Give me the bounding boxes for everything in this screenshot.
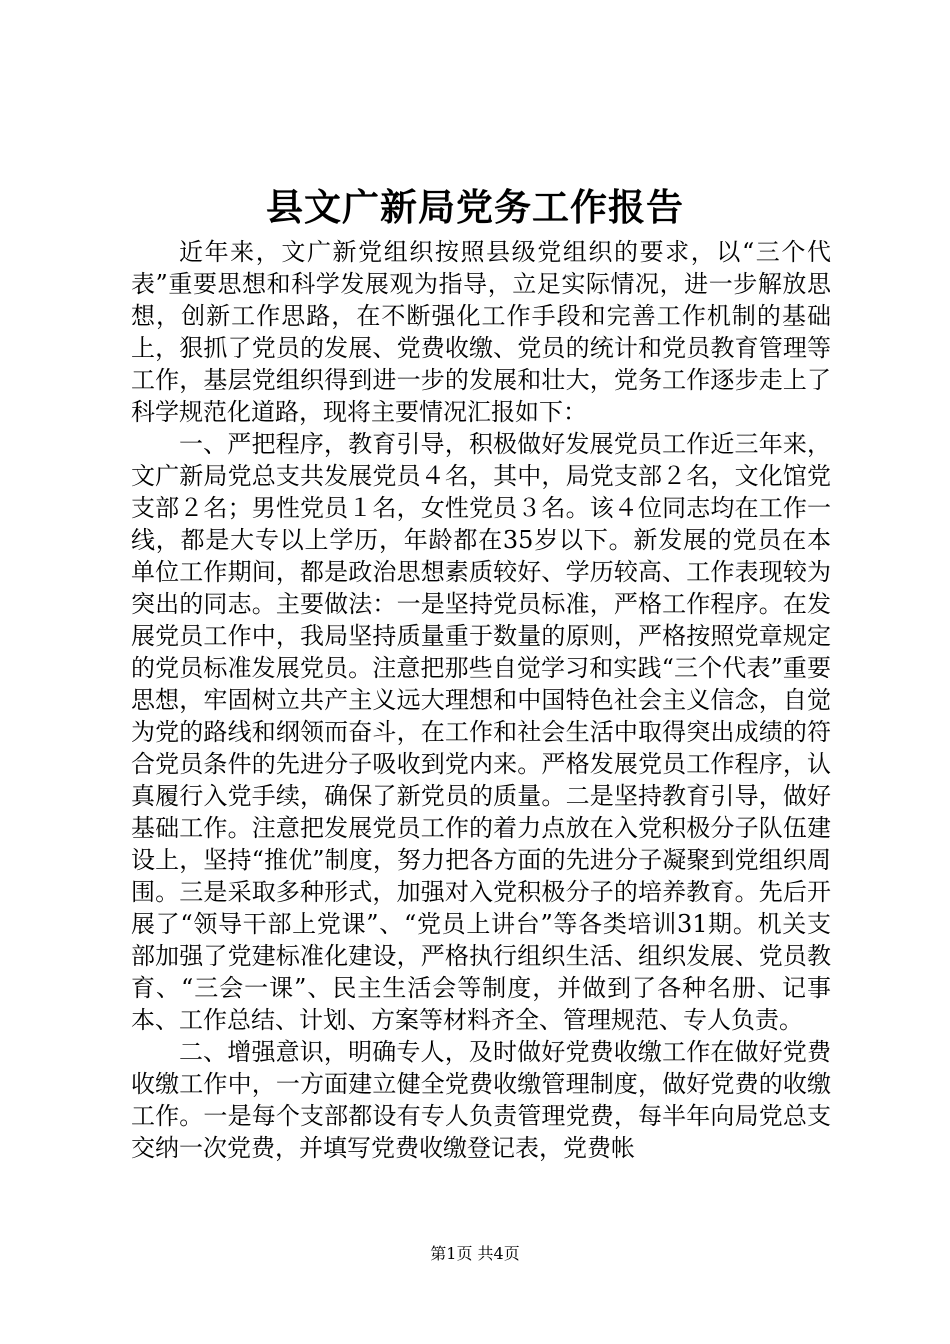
document-body xyxy=(131,236,831,1164)
document-title: 县文广新局党务工作报告 xyxy=(266,185,684,229)
paragraph-section-1: 一、严把程序，教育引导，积极做好发展党员工作近三年来，文广新局党总支共发展党员４名，其中，局党支部２名，文化馆党支部２名；男性党员１名，女性党员３名。该４位同志均在工作一线，都是大专以上学历，年龄都在35岁以下。新发展的党员在本单位工作期间，都是政治思想素质较好、学历较高、工作表现较为突出的同志。主要做法：一是坚持党员标准，严格工作程序。在发展党员工作中，我局坚持质量重于数量的原则，严格按照党章规定的党员标准发展党员。注意把那些自觉学习和实践“三个代表”重要思想，牢固树立共产主义远大理想和中国特色社会主义信念，自觉为党的路线和纲领而奋斗，在工作和社会生活中取得突出成绩的符合党员条件的先进分子吸收到党内来。严格发展党员工作程序，认真履行入党手续，确保了新党员的质量。二是坚持教育引导，做好基础工作。注意把发展党员工作的着力点放在入党积极分子队伍建设上，坚持“推优”制度，努力把各方面的先进分子凝聚到党组织周围。三是采取多种形式，加强对入党积极分子的培养教育。先后开展了“领导干部上党课”、“党员上讲台”等各类培训31期。机关支部加强了党建标准化建设，严格执行组织生活、组织发展、党员教育、“三会一课”、民主生活会等制度，并做到了各种名册、记事本、工作总结、计划、方案等材料齐全、管理规范、专人负责。 xyxy=(131,430,831,1034)
page-footer xyxy=(0,1244,950,1264)
page-number: 第1页 共4页 xyxy=(430,1244,520,1263)
paragraph-section-2: 二、增强意识，明确专人，及时做好党费收缴工作在做好党费收缴工作中，一方面建立健全党费收缴管理制度，做好党费的收缴工作。一是每个支部都设有专人负责管理党费，每半年向局党总支交纳一次党费，并填写党费收缴登记表，党费帐 xyxy=(131,1038,831,1162)
paragraph-intro: 近年来，文广新党组织按照县级党组织的要求，以“三个代表”重要思想和科学发展观为指导，立足实际情况，进一步解放思想，创新工作思路，在不断强化工作手段和完善工作机制的基础上，狠抓了党员的发展、党费收缴、党员的统计和党员教育管理等工作，基层党组织得到进一步的发展和壮大，党务工作逐步走上了科学规范化道路，现将主要情况汇报如下： xyxy=(131,238,831,426)
